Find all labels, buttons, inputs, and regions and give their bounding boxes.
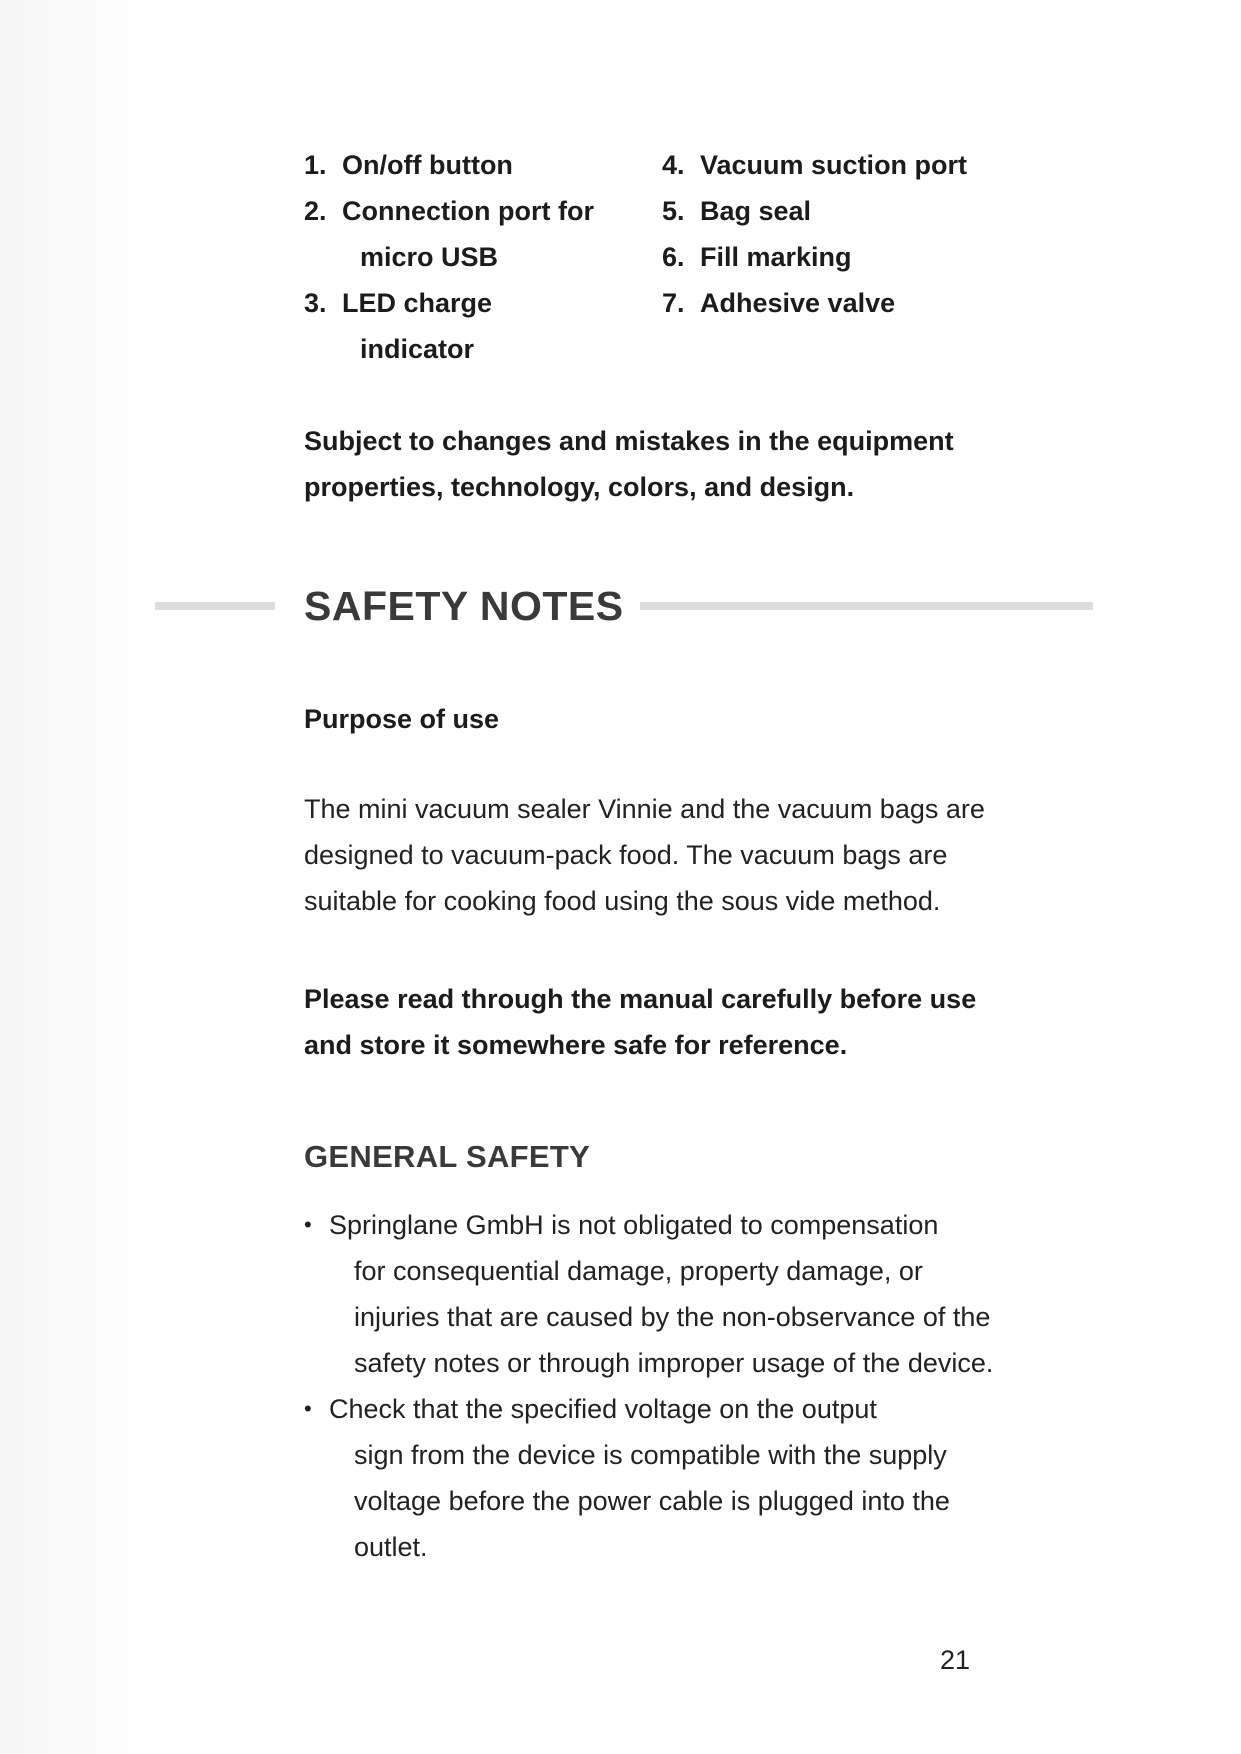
part-number: 2.	[304, 196, 327, 226]
part-label-continuation: micro USB	[360, 242, 499, 272]
section-rule-left	[155, 602, 275, 610]
part-number: 1.	[304, 150, 327, 180]
part-label-line: Connection port for	[342, 196, 594, 226]
part-label: Vacuum suction port	[700, 150, 968, 180]
list-item-first-line: Springlane GmbH is not obligated to compensation	[329, 1210, 939, 1240]
list-item-text	[329, 1202, 1004, 1386]
page-edge-shade	[0, 0, 155, 1754]
part-number: 7.	[662, 288, 685, 318]
part-label-line: On/off button	[342, 150, 513, 180]
part-item	[304, 280, 662, 372]
parts-list-right-column	[662, 142, 1002, 372]
part-label: Adhesive valve	[700, 288, 896, 318]
section-header	[155, 578, 1093, 634]
part-item	[662, 280, 1002, 326]
list-item-continuation: for consequential damage, property damage, or injuries that are caused by the non-observance of the safety notes or through improper usage of the device.	[354, 1256, 994, 1378]
section-rule-right	[640, 602, 1093, 610]
general-safety-list	[304, 1202, 1004, 1570]
part-item	[304, 142, 662, 188]
part-number: 5.	[662, 196, 685, 226]
part-item	[662, 188, 1002, 234]
purpose-heading: Purpose of use	[304, 704, 500, 734]
disclaimer-text: Subject to changes and mistakes in the equipment properties, technology, colors, and design.	[304, 426, 954, 502]
general-safety-heading: GENERAL SAFETY	[304, 1139, 591, 1174]
part-number: 3.	[304, 288, 327, 318]
read-manual-note: Please read through the manual carefully before use and store it somewhere safe for reference.	[304, 984, 977, 1060]
list-item	[304, 1386, 1004, 1570]
part-label-continuation: indicator	[360, 334, 475, 364]
part-label: Bag seal	[700, 196, 812, 226]
part-number: 4.	[662, 150, 685, 180]
purpose-paragraph: The mini vacuum sealer Vinnie and the vacuum bags are designed to vacuum-pack food. The vacuum bags are suitable for cooking food using the sous vide method.	[304, 794, 985, 916]
part-item	[304, 188, 662, 280]
part-label	[342, 188, 594, 280]
part-label: Fill marking	[700, 242, 852, 272]
part-label	[342, 280, 492, 372]
page-number: 21	[940, 1645, 971, 1675]
part-number: 6.	[662, 242, 685, 272]
list-item-first-line: Check that the specified voltage on the output	[329, 1394, 877, 1424]
list-item-continuation: sign from the device is compatible with the supply voltage before the power cable is plugged into the outlet.	[354, 1440, 950, 1562]
bullet-icon: •	[304, 1396, 312, 1421]
part-item	[662, 234, 1002, 280]
parts-list-left-column	[304, 142, 662, 372]
section-title: SAFETY NOTES	[304, 583, 624, 629]
part-label-line: LED charge	[342, 288, 493, 318]
list-item-text	[329, 1386, 1004, 1570]
bullet-icon: •	[304, 1212, 312, 1237]
list-item	[304, 1202, 1004, 1386]
parts-list	[304, 142, 1004, 372]
part-item	[662, 142, 1002, 188]
part-label	[342, 142, 513, 188]
